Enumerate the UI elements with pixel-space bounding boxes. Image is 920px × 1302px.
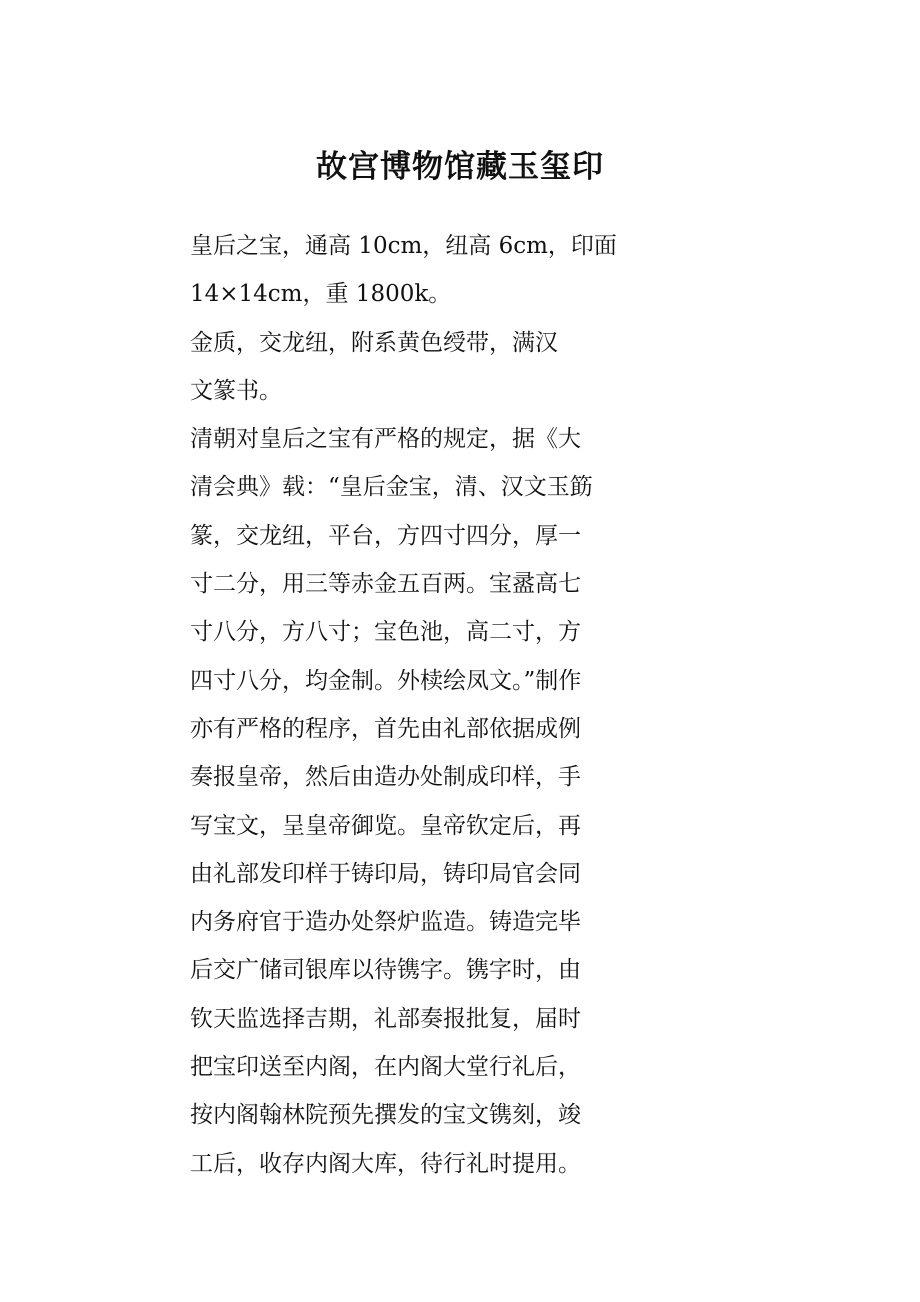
text-line: 内务府官于造办处祭炉监造。铸造完毕	[190, 909, 581, 936]
text-line: 写宝文，呈皇帝御览。皇帝钦定后，再	[190, 812, 581, 839]
text-line: 后交广储司银库以待镌字。镌字时，由	[190, 957, 581, 984]
text-line: 寸八分，方八寸；宝色池，高二寸，方	[190, 619, 581, 646]
text-line: 清会典》载：“皇后金宝，清、汉文玉筯	[190, 474, 593, 501]
text-line: 文篆书。	[190, 377, 282, 404]
text-line: 篆，交龙纽，平台，方四寸四分，厚一	[190, 522, 581, 549]
document-title: 故宫博物馆藏玉玺印	[316, 149, 604, 185]
text-line: 亦有严格的程序，首先由礼部依据成例	[190, 715, 581, 742]
text-line: 由礼部发印样于铸印局，铸印局官会同	[190, 860, 581, 887]
text-line: 按内阁翰林院预先撰发的宝文镌刻，竣	[190, 1102, 581, 1129]
document-body	[190, 222, 650, 1188]
text-line: 金质，交龙纽，附系黄色绶带，满汉	[190, 329, 558, 356]
text-line: 四寸八分，均金制。外椟绘凤文。”制作	[190, 667, 582, 694]
text-line: 14×14cm，重 1800k。	[190, 281, 452, 308]
text-line: 寸二分，用三等赤金五百两。宝盝高七	[190, 571, 581, 598]
text-line: 工后，收存内阁大库，待行礼时提用。	[190, 1150, 581, 1177]
text-line: 钦天监选择吉期，礼部奏报批复，届时	[190, 1005, 581, 1032]
text-line: 清朝对皇后之宝有严格的规定，据《大	[190, 426, 581, 453]
text-line: 把宝印送至内阁，在内阁大堂行礼后，	[190, 1054, 581, 1081]
text-line: 皇后之宝，通高 10cm，纽高 6cm，印面	[190, 233, 617, 259]
text-line: 奏报皇帝，然后由造办处制成印样，手	[190, 764, 581, 791]
